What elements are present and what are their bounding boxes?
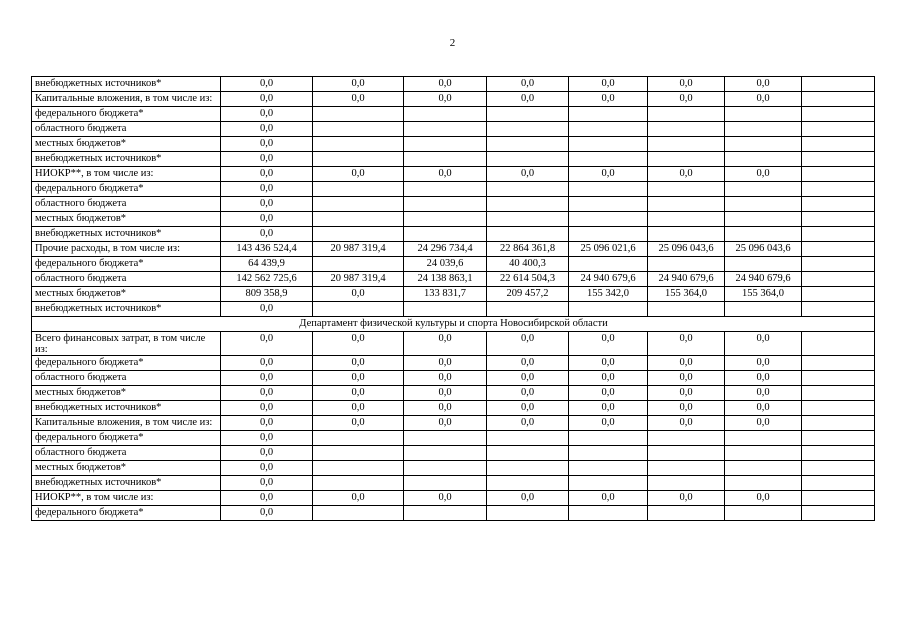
value-cell: 24 940 679,6 xyxy=(569,272,648,287)
value-cell xyxy=(725,122,802,137)
row-label: внебюджетных источников* xyxy=(32,227,221,242)
value-cell xyxy=(487,506,569,521)
value-cell xyxy=(802,401,875,416)
value-cell: 0,0 xyxy=(221,356,313,371)
value-cell: 809 358,9 xyxy=(221,287,313,302)
value-cell: 0,0 xyxy=(725,332,802,356)
table-row xyxy=(32,302,875,317)
value-cell xyxy=(313,212,404,227)
value-cell xyxy=(802,461,875,476)
value-cell: 0,0 xyxy=(221,332,313,356)
value-cell: 155 342,0 xyxy=(569,287,648,302)
table-row xyxy=(32,197,875,212)
value-cell: 0,0 xyxy=(725,371,802,386)
value-cell: 0,0 xyxy=(221,122,313,137)
value-cell xyxy=(648,107,725,122)
value-cell xyxy=(569,431,648,446)
value-cell xyxy=(313,302,404,317)
value-cell: 0,0 xyxy=(221,197,313,212)
value-cell xyxy=(802,77,875,92)
value-cell xyxy=(569,197,648,212)
value-cell xyxy=(404,461,487,476)
value-cell: 0,0 xyxy=(569,491,648,506)
value-cell xyxy=(802,506,875,521)
value-cell xyxy=(802,212,875,227)
value-cell xyxy=(313,506,404,521)
value-cell xyxy=(802,167,875,182)
value-cell xyxy=(569,476,648,491)
value-cell xyxy=(313,197,404,212)
value-cell: 0,0 xyxy=(725,356,802,371)
row-label: областного бюджета xyxy=(32,272,221,287)
value-cell: 209 457,2 xyxy=(487,287,569,302)
row-label: внебюджетных источников* xyxy=(32,476,221,491)
value-cell xyxy=(648,137,725,152)
value-cell: 0,0 xyxy=(404,416,487,431)
value-cell xyxy=(648,197,725,212)
table-row xyxy=(32,371,875,386)
value-cell xyxy=(802,137,875,152)
value-cell: 0,0 xyxy=(648,356,725,371)
value-cell xyxy=(313,431,404,446)
row-label: местных бюджетов* xyxy=(32,287,221,302)
value-cell xyxy=(404,122,487,137)
value-cell: 20 987 319,4 xyxy=(313,272,404,287)
value-cell xyxy=(313,257,404,272)
value-cell: 0,0 xyxy=(725,416,802,431)
value-cell: 22 614 504,3 xyxy=(487,272,569,287)
value-cell xyxy=(648,476,725,491)
value-cell xyxy=(313,446,404,461)
value-cell: 0,0 xyxy=(725,92,802,107)
value-cell: 0,0 xyxy=(221,302,313,317)
value-cell: 0,0 xyxy=(569,92,648,107)
table-row xyxy=(32,242,875,257)
value-cell xyxy=(802,491,875,506)
value-cell xyxy=(802,446,875,461)
value-cell xyxy=(725,197,802,212)
value-cell: 0,0 xyxy=(487,401,569,416)
value-cell xyxy=(569,506,648,521)
value-cell: 0,0 xyxy=(648,332,725,356)
value-cell xyxy=(648,431,725,446)
value-cell: 155 364,0 xyxy=(648,287,725,302)
value-cell: 0,0 xyxy=(221,491,313,506)
value-cell: 22 864 361,8 xyxy=(487,242,569,257)
row-label: областного бюджета xyxy=(32,122,221,137)
value-cell xyxy=(802,287,875,302)
value-cell xyxy=(487,137,569,152)
row-label: областного бюджета xyxy=(32,371,221,386)
table-row xyxy=(32,272,875,287)
value-cell: 40 400,3 xyxy=(487,257,569,272)
value-cell: 0,0 xyxy=(569,332,648,356)
row-label: федерального бюджета* xyxy=(32,257,221,272)
row-label: внебюджетных источников* xyxy=(32,152,221,167)
value-cell xyxy=(725,227,802,242)
value-cell xyxy=(404,152,487,167)
row-label: НИОКР**, в том числе из: xyxy=(32,491,221,506)
value-cell xyxy=(487,461,569,476)
value-cell: 0,0 xyxy=(725,77,802,92)
value-cell xyxy=(313,152,404,167)
value-cell xyxy=(569,122,648,137)
value-cell: 0,0 xyxy=(313,356,404,371)
value-cell: 0,0 xyxy=(487,491,569,506)
table-row xyxy=(32,77,875,92)
value-cell: 0,0 xyxy=(648,77,725,92)
value-cell xyxy=(648,122,725,137)
value-cell: 0,0 xyxy=(221,506,313,521)
value-cell xyxy=(802,152,875,167)
value-cell: 0,0 xyxy=(221,371,313,386)
value-cell: 0,0 xyxy=(313,416,404,431)
value-cell: 0,0 xyxy=(221,212,313,227)
table-row xyxy=(32,356,875,371)
value-cell xyxy=(725,476,802,491)
value-cell: 0,0 xyxy=(648,167,725,182)
value-cell xyxy=(648,227,725,242)
value-cell xyxy=(569,182,648,197)
value-cell xyxy=(648,461,725,476)
value-cell xyxy=(802,257,875,272)
value-cell xyxy=(404,107,487,122)
value-cell: 0,0 xyxy=(404,332,487,356)
value-cell xyxy=(313,461,404,476)
value-cell: 0,0 xyxy=(404,356,487,371)
section-header-row xyxy=(32,317,875,332)
value-cell: 0,0 xyxy=(569,167,648,182)
value-cell: 0,0 xyxy=(487,356,569,371)
value-cell xyxy=(802,356,875,371)
value-cell xyxy=(725,212,802,227)
value-cell: 0,0 xyxy=(404,92,487,107)
row-label: местных бюджетов* xyxy=(32,461,221,476)
value-cell xyxy=(404,431,487,446)
row-label: областного бюджета xyxy=(32,197,221,212)
value-cell xyxy=(725,257,802,272)
row-label: федерального бюджета* xyxy=(32,182,221,197)
table-row xyxy=(32,401,875,416)
value-cell: 0,0 xyxy=(221,167,313,182)
row-label: федерального бюджета* xyxy=(32,431,221,446)
row-label: внебюджетных источников* xyxy=(32,77,221,92)
value-cell xyxy=(569,257,648,272)
value-cell xyxy=(648,302,725,317)
value-cell: 0,0 xyxy=(648,386,725,401)
value-cell: 0,0 xyxy=(569,416,648,431)
value-cell: 0,0 xyxy=(725,167,802,182)
value-cell xyxy=(648,257,725,272)
value-cell: 0,0 xyxy=(404,167,487,182)
value-cell: 0,0 xyxy=(404,491,487,506)
row-label: НИОКР**, в том числе из: xyxy=(32,167,221,182)
financing-table xyxy=(31,76,875,521)
value-cell xyxy=(802,332,875,356)
value-cell: 24 940 679,6 xyxy=(648,272,725,287)
value-cell xyxy=(802,122,875,137)
table-row xyxy=(32,287,875,302)
value-cell: 0,0 xyxy=(221,476,313,491)
value-cell xyxy=(404,227,487,242)
value-cell: 0,0 xyxy=(569,77,648,92)
value-cell: 0,0 xyxy=(487,167,569,182)
value-cell: 0,0 xyxy=(648,401,725,416)
value-cell: 24 138 863,1 xyxy=(404,272,487,287)
value-cell xyxy=(313,476,404,491)
value-cell xyxy=(802,272,875,287)
value-cell xyxy=(802,92,875,107)
value-cell xyxy=(802,431,875,446)
value-cell: 0,0 xyxy=(648,92,725,107)
value-cell xyxy=(802,416,875,431)
value-cell: 0,0 xyxy=(313,386,404,401)
value-cell: 0,0 xyxy=(221,416,313,431)
table-row xyxy=(32,137,875,152)
table-row xyxy=(32,257,875,272)
value-cell xyxy=(648,446,725,461)
table-row xyxy=(32,332,875,356)
value-cell: 0,0 xyxy=(313,401,404,416)
value-cell xyxy=(648,212,725,227)
value-cell: 0,0 xyxy=(221,182,313,197)
value-cell: 0,0 xyxy=(313,332,404,356)
table-row xyxy=(32,212,875,227)
value-cell xyxy=(487,122,569,137)
value-cell: 143 436 524,4 xyxy=(221,242,313,257)
value-cell xyxy=(487,107,569,122)
value-cell xyxy=(313,182,404,197)
value-cell: 142 562 725,6 xyxy=(221,272,313,287)
row-label: Всего финансовых затрат, в том числе из: xyxy=(32,332,221,356)
value-cell: 0,0 xyxy=(221,152,313,167)
value-cell xyxy=(802,242,875,257)
value-cell: 0,0 xyxy=(221,461,313,476)
value-cell xyxy=(648,506,725,521)
table-row xyxy=(32,491,875,506)
value-cell xyxy=(569,446,648,461)
value-cell xyxy=(404,302,487,317)
value-cell xyxy=(725,461,802,476)
value-cell: 0,0 xyxy=(221,446,313,461)
table-row xyxy=(32,92,875,107)
value-cell xyxy=(404,446,487,461)
value-cell: 0,0 xyxy=(221,227,313,242)
table-row xyxy=(32,446,875,461)
table-row xyxy=(32,107,875,122)
value-cell: 0,0 xyxy=(221,77,313,92)
value-cell: 0,0 xyxy=(221,92,313,107)
value-cell: 0,0 xyxy=(313,371,404,386)
row-label: федерального бюджета* xyxy=(32,356,221,371)
value-cell: 0,0 xyxy=(648,416,725,431)
value-cell xyxy=(569,227,648,242)
value-cell xyxy=(802,386,875,401)
value-cell xyxy=(725,152,802,167)
value-cell xyxy=(313,137,404,152)
value-cell xyxy=(404,506,487,521)
value-cell xyxy=(404,137,487,152)
value-cell xyxy=(313,107,404,122)
value-cell xyxy=(487,302,569,317)
value-cell: 0,0 xyxy=(569,401,648,416)
table-row xyxy=(32,167,875,182)
value-cell xyxy=(569,461,648,476)
value-cell: 64 439,9 xyxy=(221,257,313,272)
value-cell xyxy=(404,182,487,197)
value-cell: 0,0 xyxy=(221,431,313,446)
row-label: местных бюджетов* xyxy=(32,386,221,401)
value-cell xyxy=(802,182,875,197)
value-cell xyxy=(487,182,569,197)
table-row xyxy=(32,122,875,137)
table-row xyxy=(32,431,875,446)
value-cell: 0,0 xyxy=(487,92,569,107)
value-cell: 0,0 xyxy=(648,491,725,506)
value-cell xyxy=(569,302,648,317)
value-cell xyxy=(802,476,875,491)
value-cell: 0,0 xyxy=(404,371,487,386)
row-label: местных бюджетов* xyxy=(32,137,221,152)
value-cell: 0,0 xyxy=(404,77,487,92)
value-cell xyxy=(487,227,569,242)
value-cell: 155 364,0 xyxy=(725,287,802,302)
table-row xyxy=(32,476,875,491)
value-cell: 0,0 xyxy=(569,371,648,386)
value-cell xyxy=(313,227,404,242)
row-label: федерального бюджета* xyxy=(32,506,221,521)
value-cell: 20 987 319,4 xyxy=(313,242,404,257)
value-cell xyxy=(569,212,648,227)
value-cell: 24 940 679,6 xyxy=(725,272,802,287)
value-cell xyxy=(725,446,802,461)
value-cell: 0,0 xyxy=(487,416,569,431)
table-row xyxy=(32,182,875,197)
value-cell: 0,0 xyxy=(404,386,487,401)
value-cell xyxy=(725,182,802,197)
row-label: областного бюджета xyxy=(32,446,221,461)
value-cell: 0,0 xyxy=(648,371,725,386)
value-cell xyxy=(725,137,802,152)
value-cell: 0,0 xyxy=(313,167,404,182)
value-cell: 0,0 xyxy=(221,107,313,122)
value-cell: 0,0 xyxy=(313,491,404,506)
value-cell xyxy=(487,431,569,446)
value-cell xyxy=(802,371,875,386)
value-cell xyxy=(802,302,875,317)
value-cell: 0,0 xyxy=(313,287,404,302)
value-cell: 0,0 xyxy=(221,401,313,416)
value-cell: 0,0 xyxy=(221,137,313,152)
value-cell xyxy=(404,212,487,227)
value-cell xyxy=(487,476,569,491)
value-cell: 25 096 021,6 xyxy=(569,242,648,257)
value-cell: 0,0 xyxy=(487,386,569,401)
value-cell: 0,0 xyxy=(487,371,569,386)
table-row xyxy=(32,461,875,476)
value-cell xyxy=(725,506,802,521)
value-cell: 0,0 xyxy=(725,386,802,401)
value-cell xyxy=(648,182,725,197)
value-cell: 24 296 734,4 xyxy=(404,242,487,257)
value-cell xyxy=(648,152,725,167)
value-cell xyxy=(725,107,802,122)
value-cell xyxy=(487,212,569,227)
value-cell: 0,0 xyxy=(313,77,404,92)
value-cell: 0,0 xyxy=(313,92,404,107)
value-cell xyxy=(569,137,648,152)
value-cell: 0,0 xyxy=(569,356,648,371)
value-cell xyxy=(569,107,648,122)
table-row xyxy=(32,416,875,431)
value-cell xyxy=(802,107,875,122)
row-label: местных бюджетов* xyxy=(32,212,221,227)
row-label: внебюджетных источников* xyxy=(32,302,221,317)
value-cell xyxy=(725,431,802,446)
financing-table-body xyxy=(32,77,875,521)
value-cell: 0,0 xyxy=(221,386,313,401)
row-label: Прочие расходы, в том числе из: xyxy=(32,242,221,257)
table-row xyxy=(32,227,875,242)
value-cell: 0,0 xyxy=(404,401,487,416)
value-cell xyxy=(802,227,875,242)
page-number: 2 xyxy=(449,37,456,49)
value-cell xyxy=(725,302,802,317)
row-label: внебюджетных источников* xyxy=(32,401,221,416)
table-row xyxy=(32,506,875,521)
value-cell xyxy=(313,122,404,137)
row-label: федерального бюджета* xyxy=(32,107,221,122)
value-cell xyxy=(802,197,875,212)
value-cell xyxy=(487,446,569,461)
row-label: Капитальные вложения, в том числе из: xyxy=(32,416,221,431)
value-cell: 25 096 043,6 xyxy=(725,242,802,257)
value-cell: 0,0 xyxy=(487,332,569,356)
value-cell xyxy=(569,152,648,167)
table-row xyxy=(32,386,875,401)
value-cell: 133 831,7 xyxy=(404,287,487,302)
value-cell xyxy=(404,476,487,491)
table-row xyxy=(32,152,875,167)
value-cell xyxy=(404,197,487,212)
value-cell: 0,0 xyxy=(725,401,802,416)
value-cell: 24 039,6 xyxy=(404,257,487,272)
value-cell: 0,0 xyxy=(569,386,648,401)
value-cell: 25 096 043,6 xyxy=(648,242,725,257)
value-cell: 0,0 xyxy=(725,491,802,506)
value-cell: 0,0 xyxy=(487,77,569,92)
section-title: Департамент физической культуры и спорта Новосибирской области xyxy=(32,317,875,332)
value-cell xyxy=(487,197,569,212)
row-label: Капитальные вложения, в том числе из: xyxy=(32,92,221,107)
value-cell xyxy=(487,152,569,167)
